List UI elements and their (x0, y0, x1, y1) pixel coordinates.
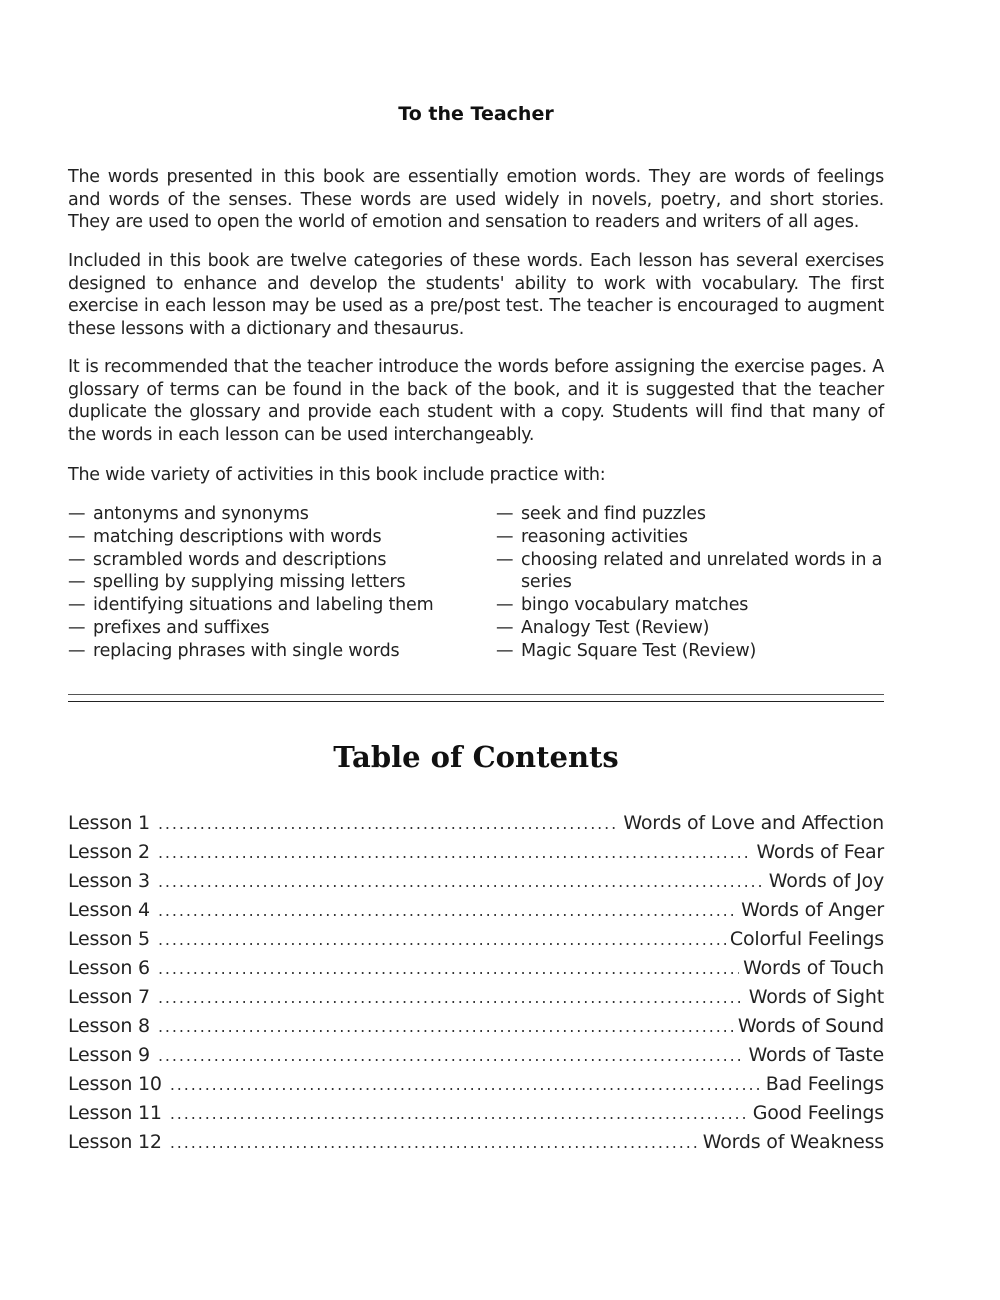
activity-item: — prefixes and suffixes (68, 617, 488, 640)
toc-lesson-label: Lesson 11 (68, 1102, 162, 1124)
toc-leader-dots (170, 1133, 699, 1152)
toc-entry (68, 1044, 884, 1073)
toc-topic: Words of Touch (743, 957, 884, 979)
toc-entry (68, 1102, 884, 1131)
toc-lesson-label: Lesson 1 (68, 812, 150, 834)
activities-intro: The wide variety of activities in this book include practice with: (68, 465, 606, 485)
toc-topic: Bad Feelings (765, 1073, 884, 1095)
toc-lesson-label: Lesson 4 (68, 899, 150, 921)
toc-entry (68, 812, 884, 841)
toc-lesson-label: Lesson 7 (68, 986, 150, 1008)
toc-entry (68, 957, 884, 986)
toc-lesson-label: Lesson 9 (68, 1044, 150, 1066)
toc-lesson-label: Lesson 6 (68, 957, 150, 979)
section-divider-top (68, 694, 884, 695)
activity-item: — bingo vocabulary matches (496, 594, 884, 617)
activity-item: — Magic Square Test (Review) (496, 640, 884, 663)
toc-leader-dots (170, 1075, 762, 1094)
toc-title: Table of Contents (333, 740, 619, 774)
toc-topic: Words of Sound (737, 1015, 884, 1037)
toc-leader-dots (158, 988, 745, 1007)
toc-topic: Words of Weakness (702, 1131, 884, 1153)
activity-item: — replacing phrases with single words (68, 640, 488, 663)
section-divider-bottom (68, 701, 884, 702)
teacher-paragraph: It is recommended that the teacher introduce the words before assigning the exercise pages. A glossary of terms can be found in the back of the book, and it is suggested that the teacher duplicate the glossary and provide each student with a copy. Students will find that many of the words in each lesson can be used interchangeably. (68, 357, 884, 445)
activity-item: — matching descriptions with words (68, 526, 488, 549)
toc-lesson-label: Lesson 5 (68, 928, 150, 950)
toc-leader-dots (158, 814, 619, 833)
toc-entry (68, 1015, 884, 1044)
toc-topic: Words of Anger (741, 899, 884, 921)
activity-item: — choosing related and unrelated words in a series (496, 549, 884, 595)
toc-topic: Colorful Feelings (729, 928, 884, 950)
toc-entry (68, 870, 884, 899)
activity-item: — scrambled words and descriptions (68, 549, 488, 572)
activities-list-left (68, 503, 488, 663)
teacher-paragraph: The words presented in this book are essentially emotion words. They are words of feelings and words of the senses. These words are used widely in novels, poetry, and short stories. They are used to open the world of emotion and sensation to readers and writers of all ages. (68, 167, 884, 233)
activity-item: — Analogy Test (Review) (496, 617, 884, 640)
activities-list-right (496, 503, 884, 663)
toc-leader-dots (158, 843, 753, 862)
activity-item: — antonyms and synonyms (68, 503, 488, 526)
activity-item: — seek and find puzzles (496, 503, 884, 526)
teacher-section-title: To the Teacher (398, 103, 554, 125)
activity-item: — spelling by supplying missing letters (68, 571, 488, 594)
toc-leader-dots (158, 1017, 734, 1036)
toc-lesson-label: Lesson 8 (68, 1015, 150, 1037)
toc-lesson-label: Lesson 12 (68, 1131, 162, 1153)
toc-topic: Words of Sight (748, 986, 884, 1008)
toc-entry (68, 1073, 884, 1102)
toc-entry (68, 899, 884, 928)
toc-leader-dots (170, 1104, 749, 1123)
table-of-contents (68, 812, 884, 1160)
toc-entry (68, 928, 884, 957)
toc-topic: Good Feelings (752, 1102, 884, 1124)
toc-leader-dots (158, 959, 739, 978)
toc-leader-dots (158, 1046, 745, 1065)
activity-item: — identifying situations and labeling them (68, 594, 488, 617)
toc-leader-dots (158, 930, 726, 949)
toc-lesson-label: Lesson 10 (68, 1073, 162, 1095)
toc-entry (68, 986, 884, 1015)
toc-topic: Words of Joy (768, 870, 884, 892)
teacher-paragraph: Included in this book are twelve categories of these words. Each lesson has several exercises designed to enhance and develop the students' ability to work with vocabulary. The first exercise in each lesson may be used as a pre/post test. The teacher is encouraged to augment these lessons with a dictionary and thesaurus. (68, 251, 884, 339)
toc-leader-dots (158, 901, 737, 920)
toc-topic: Words of Fear (756, 841, 884, 863)
toc-entry (68, 1131, 884, 1160)
toc-lesson-label: Lesson 2 (68, 841, 150, 863)
toc-entry (68, 841, 884, 870)
toc-lesson-label: Lesson 3 (68, 870, 150, 892)
toc-topic: Words of Taste (748, 1044, 884, 1066)
toc-leader-dots (158, 872, 765, 891)
activity-item: — reasoning activities (496, 526, 884, 549)
toc-topic: Words of Love and Affection (623, 812, 884, 834)
